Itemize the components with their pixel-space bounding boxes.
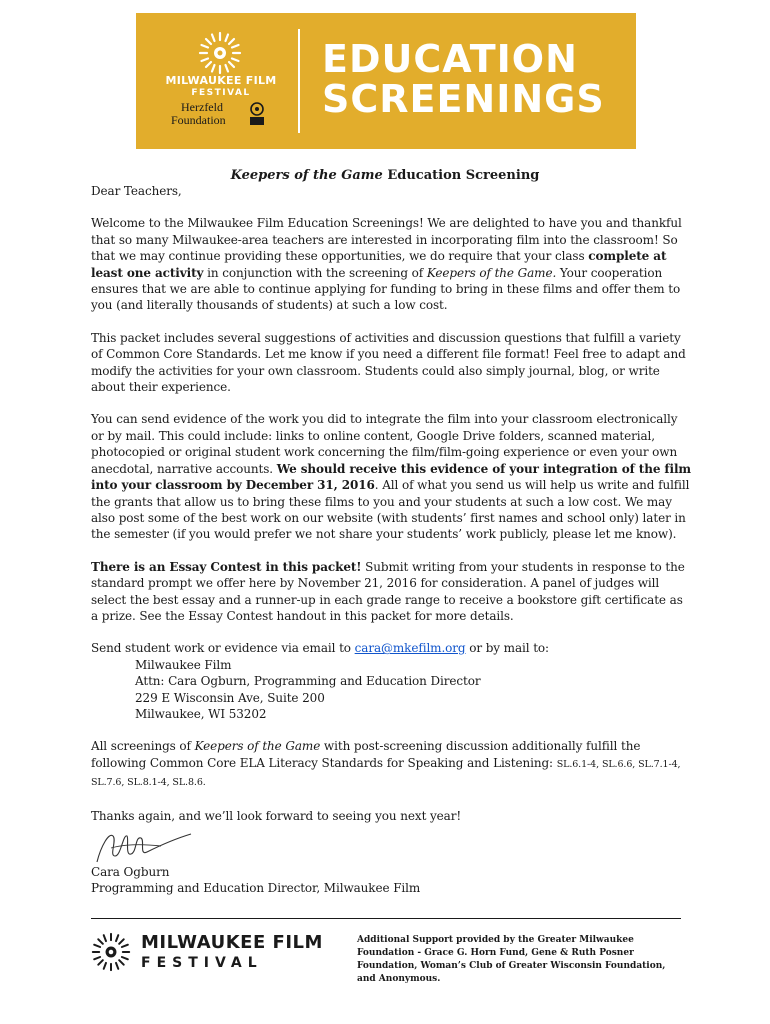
festival-subtitle: FESTIVAL bbox=[191, 88, 251, 98]
header-banner bbox=[136, 13, 636, 149]
p6-standards: SL.6.1-4, SL.6.6, SL.7.1-4, SL.7.6, SL.8.1-4, SL.8.6. bbox=[91, 758, 681, 789]
banner-title-line1: EDUCATION bbox=[322, 37, 578, 81]
p1-text1: Welcome to the Milwaukee Film Education Screenings! We are delighted to have you and thankful that so many Milwaukee-area teachers are interested in incorporating film into the classroom! So that we may continue providing these opportunities, we do require that your class bbox=[91, 216, 682, 264]
closing-line: Thanks again, and we’ll look forward to seeing you next year! bbox=[91, 808, 462, 823]
address-line: Milwaukee, WI 53202 bbox=[135, 706, 267, 721]
p6-text2: with post-screening discussion additionally fulfill the following Common Core ELA Literacy Standards for Speaking and Listening: bbox=[91, 739, 641, 770]
banner-title-line2: SCREENINGS bbox=[322, 77, 605, 121]
p3-text2: . All of what you send us will help us write and fulfill the grants that allow us to bring these films to you and your students at such a low cost. We may also post some of the best work on our website (with students’ first names and school only) later in the semester (if you would prefer we not share your students’ work publicly, please let me know). bbox=[91, 478, 690, 542]
p6-italic: Keepers of the Game bbox=[194, 739, 321, 754]
title-rest: Education Screening bbox=[382, 168, 540, 183]
partner-name bbox=[171, 101, 249, 127]
p1-text2: in conjunction with the screening of bbox=[203, 265, 427, 280]
sunburst-logo-icon bbox=[198, 31, 242, 75]
p6-text1: All screenings of bbox=[91, 739, 195, 754]
footer-divider bbox=[91, 918, 681, 919]
address-line: Attn: Cara Ogburn, Programming and Education Director bbox=[135, 674, 481, 689]
signer-name: Cara Ogburn bbox=[91, 865, 170, 879]
banner-title bbox=[322, 39, 632, 119]
p3-text1: You can send evidence of the work you did to integrate the film into your classroom electronically or by mail. This could include: links to online content, Google Drive folders, scanned material, photocopied or original student work concerning the film/film-going experience or even your own anecdotal, narrative accounts. bbox=[91, 412, 678, 476]
p4-bold: There is an Essay Contest in this packet! bbox=[91, 559, 362, 574]
p4-text: Submit writing from your students in response to the standard prompt we offer here by November 21, 2016 for consideration. A panel of judges will select the best essay and a runner-up in each grade range to receive a bookstore gift certificate as a prize. See the Essay Contest handout in this packet for more details. bbox=[91, 559, 685, 623]
p3-bold: We should receive this evidence of your integration of the film into your classroom by December 31, 2016 bbox=[91, 461, 692, 493]
email-link[interactable]: cara@mkefilm.org bbox=[354, 641, 466, 656]
paragraph-packet: This packet includes several suggestions of activities and discussion questions that fulfill a variety of Common Core Standards. Let me know if you need a different file format! Feel free to adapt and modify the activities for your own classroom. Students could also simply journal, blog, or write about their experience. bbox=[91, 330, 686, 395]
sunburst-logo-icon bbox=[91, 932, 131, 972]
footer-festival-name: MILWAUKEE FILM bbox=[141, 932, 323, 953]
p1-text3: Your cooperation ensures that we are able to continue applying for funding to bring in these films and offer them to you (and literally thousands of students) at such a low cost. bbox=[91, 265, 681, 313]
title-film-name: Keepers of the Game bbox=[230, 168, 383, 183]
footer-support-text: Additional Support provided by the Greater Milwaukee Foundation - Grace G. Horn Fund, Gene & Ruth Posner Foundation, Woman’s Club of Greater Wisconsin Foundation, and Anonymous. bbox=[357, 935, 666, 984]
footer-logo bbox=[91, 930, 351, 980]
footer-festival-subtitle: FESTIVAL bbox=[141, 955, 263, 971]
banner-divider bbox=[298, 29, 300, 133]
paragraph-send bbox=[91, 640, 691, 656]
address-line: Milwaukee Film bbox=[135, 657, 232, 672]
p5-text1: Send student work or evidence via email to bbox=[91, 641, 355, 656]
paragraph-essay-contest bbox=[91, 559, 691, 625]
letter-body bbox=[91, 183, 691, 897]
address-line: 229 E Wisconsin Ave, Suite 200 bbox=[135, 690, 325, 705]
festival-name: MILWAUKEE FILM bbox=[165, 74, 277, 87]
p1-italic: Keepers of the Game. bbox=[426, 265, 557, 280]
p1-bold: complete at least one activity bbox=[91, 249, 667, 280]
partner-seal-icon bbox=[248, 101, 266, 127]
paragraph-welcome bbox=[91, 215, 691, 313]
mailing-address bbox=[135, 657, 691, 723]
p5-text2: or by mail to: bbox=[465, 641, 549, 656]
paragraph-standards bbox=[91, 738, 691, 791]
paragraph-evidence bbox=[91, 411, 691, 542]
salutation: Dear Teachers, bbox=[91, 184, 182, 198]
partner-name-line1: Herzfeld bbox=[181, 100, 223, 114]
partner-name-line2: Foundation bbox=[171, 113, 226, 127]
signer-title: Programming and Education Director, Milwaukee Film bbox=[91, 881, 421, 896]
